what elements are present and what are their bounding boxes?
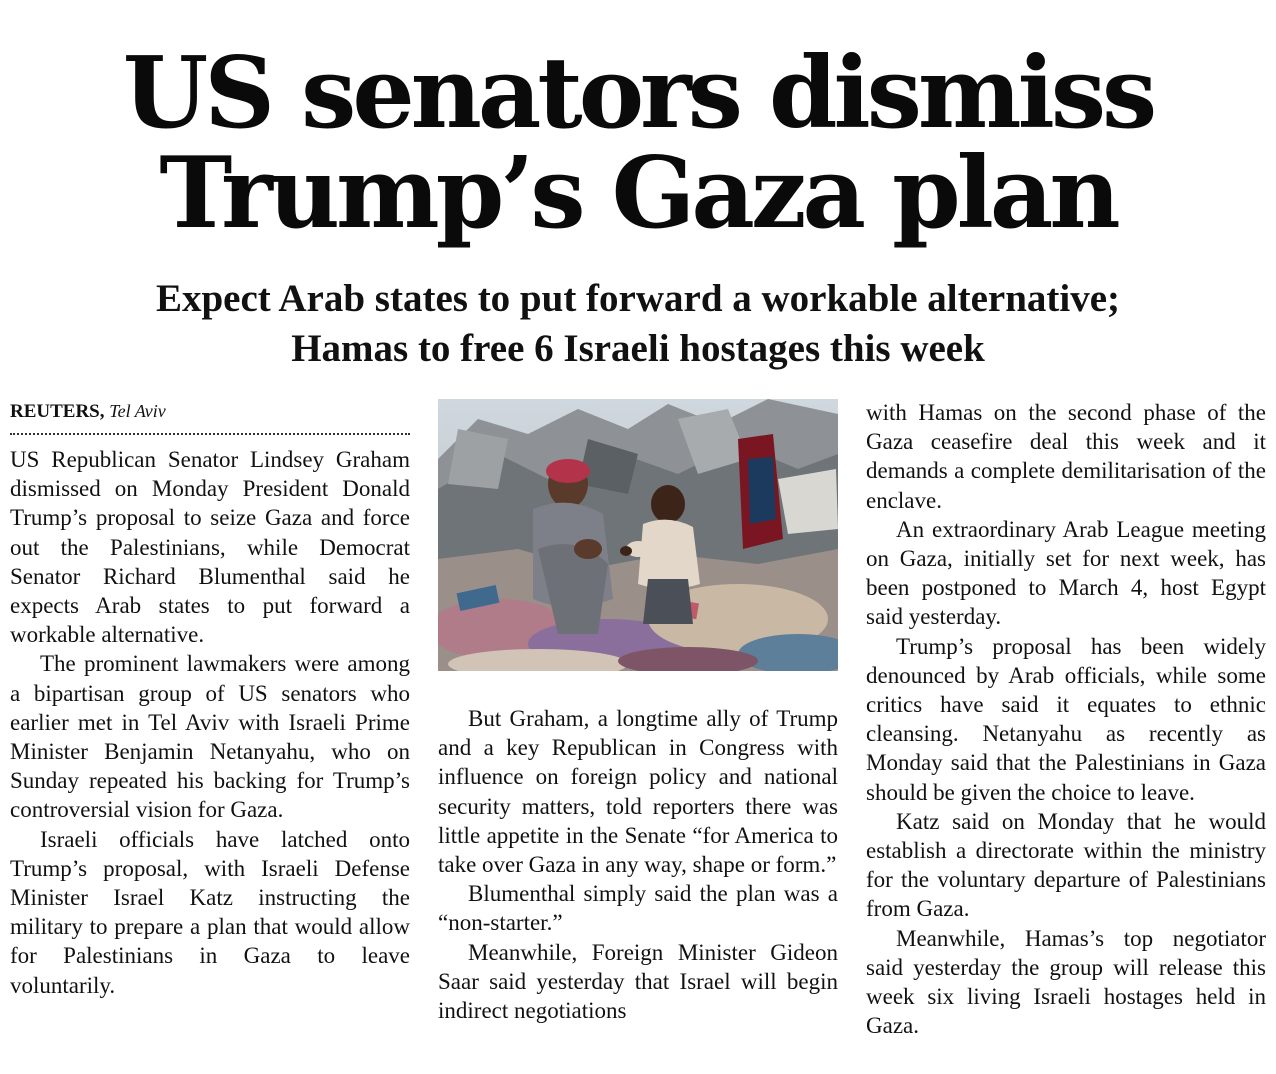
article-column-3	[866, 398, 1266, 1040]
subheadline-line-2: Hamas to free 6 Israeli hostages this week	[291, 327, 985, 370]
paragraph: An extraordinary Arab League meeting on Gaza, initially set for next week, has been postponed to March 4, host Egypt said yesterday.	[866, 516, 1266, 630]
paragraph: US Republican Senator Lindsey Graham dismissed on Monday President Donald Trump’s proposal to seize Gaza and force out the Palestinians, while Democrat Senator Richard Blumenthal said he expects Arab states to put forward a workable alternative.	[10, 447, 410, 648]
paragraph: Katz said on Monday that he would establish a directorate within the ministry for the voluntary departure of Palestinians from Gaza.	[866, 808, 1266, 922]
paragraph: The prominent lawmakers were among a bipartisan group of US senators who earlier met in Tel Aviv with Israeli Prime Minister Benjamin Netanyahu, who on Sunday repeated his backing for Trump’s controversial vision for Gaza.	[10, 651, 410, 823]
paragraph: Trump’s proposal has been widely denounced by Arab officials, while some critics have said it equates to ethnic cleansing. Netanyahu as recently as Monday said that the Palestinians in Gaza should be given the choice to leave.	[866, 633, 1266, 805]
byline-agency: REUTERS,	[10, 401, 105, 422]
news-photo	[438, 399, 838, 671]
headline	[0, 36, 1276, 251]
article-column-1	[10, 398, 410, 1000]
article-column-2	[438, 704, 838, 1025]
subheadline	[0, 274, 1276, 374]
paragraph: Blumenthal simply said the plan was a “non-starter.”	[438, 881, 838, 936]
headline-line-2: Trump’s Gaza plan	[159, 136, 1117, 251]
byline-location: Tel Aviv	[109, 401, 166, 421]
paragraph: Israeli officials have latched onto Trump’s proposal, with Israeli Defense Minister Israel Katz instructing the military to prepare a plan that would allow for Palestinians in Gaza to leave voluntarily.	[10, 826, 410, 998]
headline-line-1: US senators dismiss	[122, 36, 1154, 151]
paragraph: Meanwhile, Foreign Minister Gideon Saar said yesterday that Israel will begin indirect negotiations	[438, 939, 838, 1024]
byline	[10, 398, 410, 435]
subheadline-line-1: Expect Arab states to put forward a workable alternative;	[155, 277, 1121, 320]
paragraph: But Graham, a longtime ally of Trump and a key Republican in Congress with influence on foreign policy and national security matters, told reporters there was little appetite in the Senate “for America to take over Gaza in any way, shape or form.”	[438, 706, 838, 878]
paragraph: with Hamas on the second phase of the Gaza ceasefire deal this week and it demands a complete demilitarisation of the enclave.	[866, 400, 1266, 513]
paragraph: Meanwhile, Hamas’s top negotiator said yesterday the group will release this week six living Israeli hostages held in Gaza.	[866, 925, 1266, 1039]
rubble-photo-icon	[438, 399, 838, 671]
